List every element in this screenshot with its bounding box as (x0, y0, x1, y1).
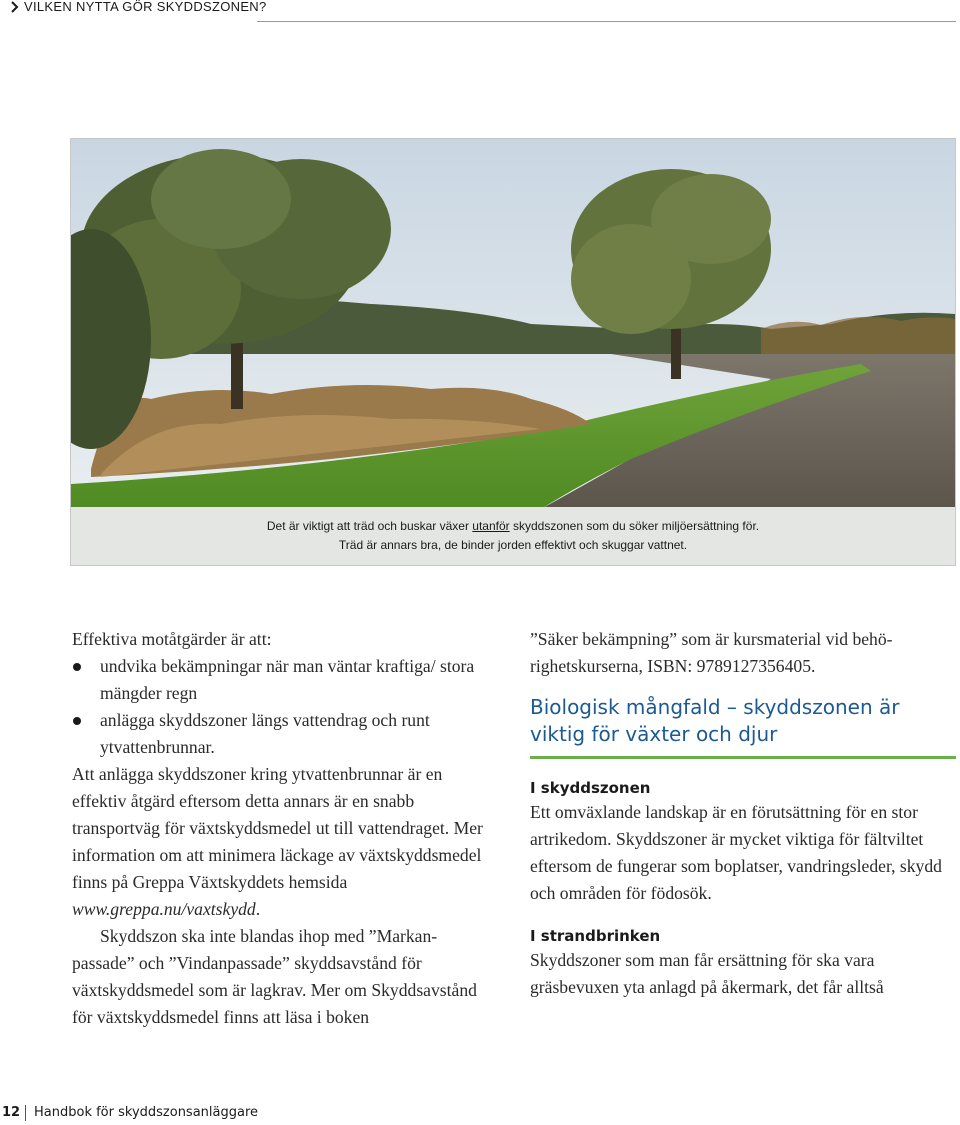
footer-divider (25, 1105, 26, 1121)
page-footer (0, 1104, 400, 1124)
bullet-text: anlägga skyddszoner längs vattendrag och runt ytvattenbrunnar. (100, 710, 430, 757)
landscape-photo (70, 138, 956, 566)
list-item (72, 707, 492, 761)
paragraph-end: . (255, 899, 261, 919)
caption-underlined-word: utanför (472, 519, 510, 533)
chevron-right-icon (8, 0, 22, 14)
caption-line1-pre: Det är viktigt att träd och buskar växer (266, 519, 473, 533)
page-number: 12 (2, 1105, 21, 1120)
continued-text: ”Säker bekämpning” som är kursmaterial vid behörighetskurserna, ISBN: 9789127356405. (530, 629, 893, 676)
paragraph: Skyddszon ska inte blandas ihop med ”Markanpassade” och ”Vindanpassade” skyddsavstånd för växtskyddsmedel som är lagkrav. Mer om Skyddsavstånd för växtskyddsmedel finns att läsa i boken (72, 926, 477, 1027)
list-item (72, 653, 492, 707)
book-title: Handbok för skyddszonsanläggare (34, 1105, 259, 1120)
paragraph: Ett omväxlande landskap är en förutsättning för en stor artrikedom. Skyddszoner är mycket viktiga för fältviltet eftersom de fungerar som boplatser, vandringsleder, skydd och områden för födosök. (530, 802, 942, 903)
bullet-icon (73, 717, 81, 725)
bullet-list (72, 653, 492, 761)
photo-caption (71, 507, 955, 565)
section-header (0, 0, 960, 24)
left-column (72, 626, 492, 1031)
heading-rule (530, 756, 956, 759)
bullet-text: undvika bekämpningar när man väntar kraftiga/ stora mängder regn (100, 656, 475, 703)
photo-illustration (71, 139, 955, 509)
right-column (530, 626, 956, 1001)
caption-line1-post: skyddszonen som du söker miljöersättning för. (509, 519, 760, 533)
caption-line2: Träd är annars bra, de binder jorden effektivt och skuggar vattnet. (338, 538, 688, 552)
section-heading: Biologisk mångfald – skyddszonen är viktig för växter och djur (530, 695, 900, 746)
paragraph (72, 761, 492, 923)
greppa-link[interactable]: www.greppa.nu/vaxtskydd (72, 899, 256, 919)
bullet-icon (73, 663, 81, 671)
intro-text: Effektiva motåtgärder är att: (72, 629, 272, 649)
header-rule (257, 21, 956, 22)
subheading: I strandbrinken (530, 927, 661, 945)
paragraph: Skyddszoner som man får ersättning för ska vara gräsbevuxen yta anlagd på åkermark, det får alltså (530, 950, 884, 997)
section-title: VILKEN NYTTA GÖR SKYDDSZONEN? (24, 0, 267, 14)
paragraph-text: Att anlägga skyddszoner kring ytvattenbrunnar är en effektiv åtgärd eftersom detta annars är en snabb transportväg för växtskyddsmedel ut till vattendraget. Mer information om att minimera läckage av växtskyddsmedel finns på Greppa Växtskyddets hemsida (72, 764, 483, 892)
subheading: I skyddszonen (530, 779, 651, 797)
